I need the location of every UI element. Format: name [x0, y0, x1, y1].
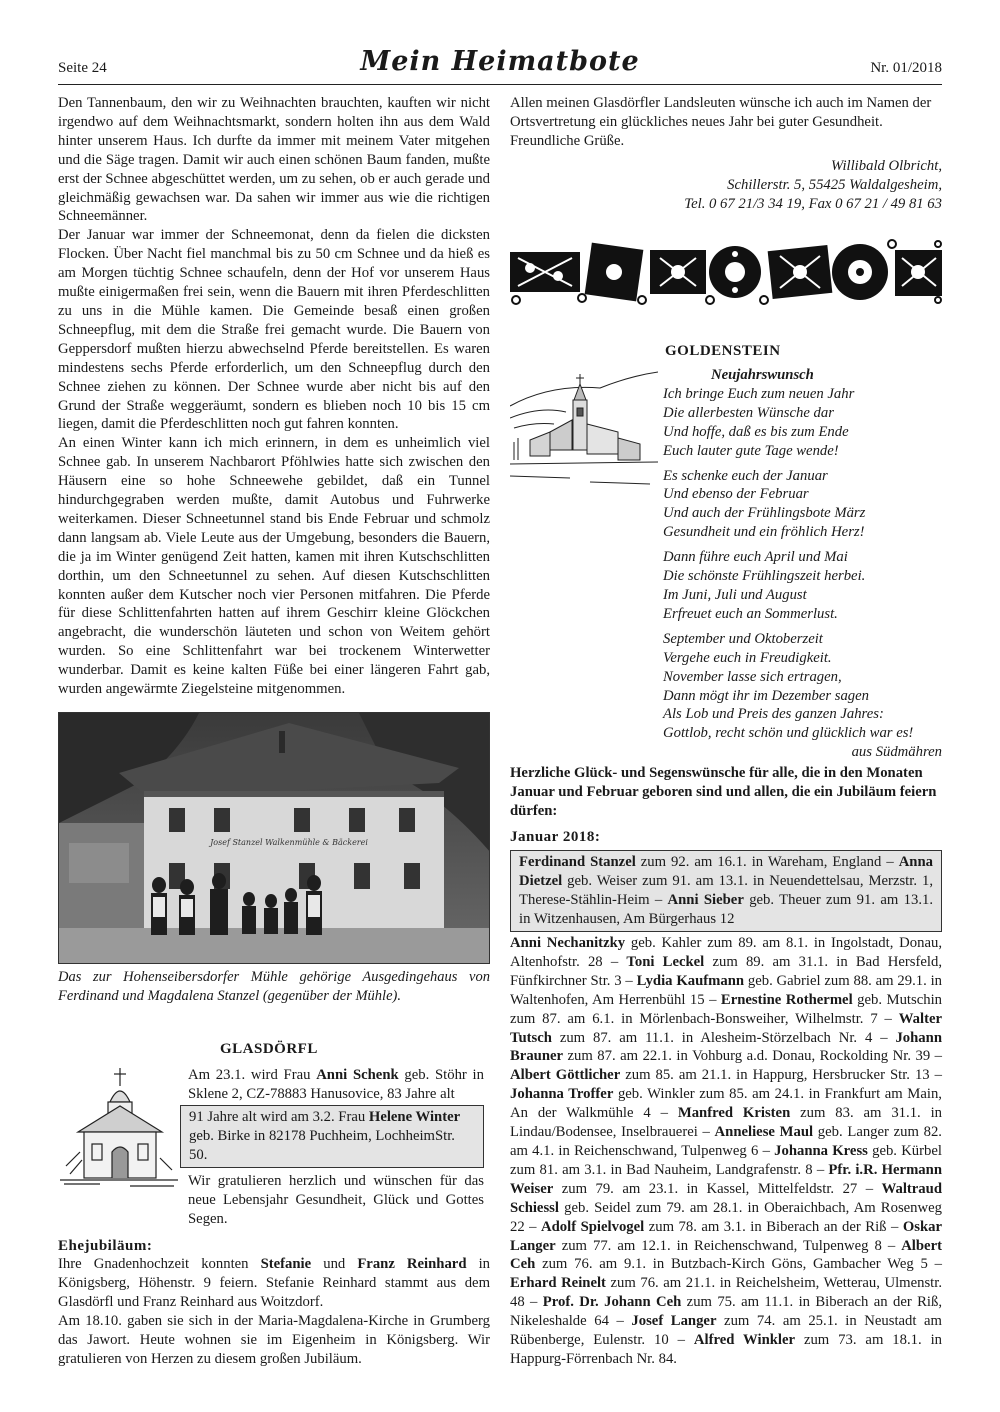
glasdoerfl-wishes: Wir gratulieren herzlich und wünschen für das neue Lebensjahr Gesundheit, Glück und Gottes Segen.: [188, 1173, 484, 1227]
greeting-section: [510, 94, 942, 213]
page-header: [58, 44, 942, 85]
article-paragraph: Der Januar war immer der Schneemonat, denn da fielen die dicksten Flocken. Über Nacht fiel manchmal bis zu 50 cm Schnee und da hieß es am Morgen tüchtig Schnee schaufeln, denn der Hof vor unserem Haus mußte einigermaßen frei sein, wenn die Bauern mit ihren Pferdeschlitten zu uns in die Mühle kamen. Die Gemeinde besaß einen großen Schneepflug, mit dem die Straße frei gemacht wurde. Die Bauern von Geppersdorf mußten hierzu abwechselnd Pferde bereitstellen. Es waren mindestens sechs Pferde erforderlich, um den Schneepflug durch den Schnee ziehen zu können. Der Schnee wurde aber nicht bis auf den Grund der Straße weggeräumt, sondern es blieben noch 10 bis 15 cm liegen, damit die Pferdeschlitten noch gut fahren konnten.: [58, 227, 490, 433]
signature-line: Willibald Olbricht,: [831, 157, 942, 174]
snowflake-ornament: [510, 238, 942, 306]
anniversary-paragraph: Am 18.10. gaben sie sich in der Maria-Magdalena-Kirche in Grumberg das Jawort. Heute wohnen sie im Eigenheim in Königsberg. Wir gratulieren von Herzen zu diesem großen Jubiläum.: [58, 1312, 490, 1367]
house-photo: [58, 712, 490, 964]
entry-text: Am 23.1. wird Frau: [188, 1067, 317, 1083]
chapel-icon: [60, 1066, 178, 1190]
masthead-logo: Mein Heimatbote: [360, 46, 640, 77]
house-photo-illustration: [59, 713, 490, 964]
anniversary-heading: Ehejubiläum:: [58, 1238, 153, 1254]
section-heading: GLASDÖRFL: [220, 1041, 318, 1057]
page-number: Seite 24: [58, 60, 107, 76]
section-heading: GOLDENSTEIN: [665, 343, 781, 359]
church-icon: [510, 366, 658, 490]
new-year-poem: [663, 366, 942, 762]
photo-caption: Das zur Hohenseibersdorfer Mühle gehörige Ausgedingehaus von Ferdinand und Magdalena Stanzel (gegenüber der Mühle).: [58, 969, 490, 1004]
poem-stanza: Es schenke euch der Januar Und ebenso der Februar Und auch der Frühlingsbote März Gesundheit und ein fröhlich Herz!: [663, 467, 866, 541]
anniversary-section: [58, 1238, 490, 1368]
person-name: Helene Winter: [368, 1109, 461, 1125]
signature-line: Tel. 0 67 21/3 34 19, Fax 0 67 21 / 49 81 63: [684, 195, 942, 212]
entry-text: 91 Jahre alt wird am 3.2. Frau: [189, 1109, 369, 1125]
greeting-text: Allen meinen Glasdörfler Landsleuten wünsche ich auch im Namen der Ortsvertretung ein glückliches neues Jahr bei guter Gesundheit. Freundliche Grüße.: [510, 95, 932, 149]
anniversary-paragraph: Ihre Gnadenhochzeit konnten Stefanie und Franz Reinhard in Königsberg, Höhenstr. 9 feiern. Stefanie Reinhard stammt aus dem Glasdörfl und Franz Reinhard aus Woitzdorf.: [58, 1256, 490, 1310]
birthday-box-january: Ferdinand Stanzel zum 92. am 16.1. in Wareham, England – Anna Dietzel geb. Weiser zum 91. am 13.1. in Neuendettelsau, Merzstr. 1, Therese-Stählin-Heim – Anni Sieber geb. Theuer zum 91. am 13.1. in Witzenhausen, Am Bürgerhaus 12: [510, 850, 942, 932]
entry-text: geb. Stöhr in Sklene 2, CZ-78883 Hanusovice, 83 Jahre alt: [188, 1067, 484, 1102]
poem-title: Neujahrswunsch: [711, 367, 814, 383]
person-name: Anni Schenk: [316, 1067, 399, 1083]
article-paragraph: An einen Winter kann ich mich erinnern, in dem es unheimlich viel Schnee gab. In unserem Nachbarort Pföhlwies hatte sich zwischen den Häusern eine so hohe Schneewehe gebildet, daß ein Tunnel hindurchgegraben werden mußte, damit Autobus und Fuhrwerke weiterkamen. Dieser Schneetunnel stand bis Ende Februar und schmolz dann langsam ab. Viele Leute aus der Umgebung, besonders die Bauern, die ja im Winter genügend Zeit hatten, kamen mit ihren Kutschschlitten dorthin, um den Schneetunnel zu sehen. Auf diesen Kutschschlitten konnten außer dem Kutscher noch vier Personen mitfahren. Die Pferde für diese Schlittenfahrten hatten auf ihrem Geschirr kleine Glöckchen angebracht, die wunderschön läuteten und schon von Weitem gehört wurden. So eine Schlittenfahrt war bei trockenem Winterwetter wunderbar. Damit es keine kalten Füße bei einer längeren Fahrt gab, wurden angewärmte Ziegelsteine mitgenommen.: [58, 435, 490, 698]
poem-stanza: Dann führe euch April und Mai Die schönste Frühlingszeit herbei. Im Juni, Juli und August Erfreuet euch an Sommerlust.: [663, 549, 866, 622]
birthday-box-glasdoerfl: [180, 1105, 484, 1168]
month-heading: Januar 2018:: [510, 828, 601, 845]
poem-stanza: September und Oktoberzeit Vergehe euch in Freudigkeit. November lasse sich ertragen, Dann mögt ihr im Dezember sagen Als Lob und Preis des ganzen Jahres: Gottlob, recht schön und glücklich war es!: [663, 630, 914, 742]
birthday-section: [510, 764, 942, 846]
entry-text: geb. Birke in 82178 Puchheim, LochheimStr. 50.: [189, 1127, 455, 1163]
glasdoerfl-heading: [220, 1040, 480, 1058]
signature-line: Schillerstr. 5, 55425 Waldalgesheim,: [727, 176, 942, 193]
snowflake-icons: [510, 238, 942, 306]
left-article: [58, 94, 490, 699]
goldenstein-heading: [665, 342, 885, 360]
birthday-list: Anni Nechanitzky geb. Kahler zum 89. am 8.1. in Ingolstadt, Donau, Altenhofstr. 28 – Toni Leckel zum 89. am 31.1. in Bad Hersfeld, Fünfkirchner Str. 3 – Lydia Kaufmann geb. Gabriel zum 88. am 29.1. in Waltenhofen, Am Herrenbühl 15 – Ernestine Rothermel geb. Mutschin zum 87. am 6.1. in Mörlenbach-Bonsweiher, Wilhelmstr. 7 – Walter Tutsch zum 87. am 11.1. in Alesheim-Störzelbach Nr. 4 – Johann Brauner zum 87. am 22.1. in Vohburg a.d. Donau, Rockolding Nr. 39 – Albert Göttlicher zum 85. am 21.1. in Happurg, Hersbrucker Str. 13 – Johanna Troffer geb. Winkler zum 85. am 24.1. in Frankfurt am Main, An der Walkmühle 4 – Manfred Kristen zum 83. am 31.1. in Lindau/Bodensee, Inselbrauerei – Anneliese Maul geb. Langer zum 82. am 4.1. in Reichenschwand, Tulpenweg 6 – Johanna Kress geb. Kürbel zum 81. am 3.1. in Bad Nauheim, Landgrafenstr. 8 – Pfr. i.R. Hermann Weiser zum 79. am 23.1. in Kassel, Mittelfeldstr. 27 – Waltraud Schiessl geb. Seidel zum 79. am 28.1. in Oberaichbach, Am Rosenweg 22 – Adolf Spielvogel zum 78. am 3.1. in Biberach an der Riß – Oskar Langer zum 77. am 12.1. in Reichenschwand, Tulpenweg 8 – Albert Ceh zum 76. am 9.1. in Butzbach-Kirch Göns, Gambacher Weg 5 – Erhard Reinelt zum 76. am 21.1. in Reichelsheim, Wetterau, Ulmenstr. 48 – Prof. Dr. Johann Ceh zum 75. am 11.1. in Biberach an der Riß, Nikeleshalde 64 – Josef Langer zum 74. am 25.1. in Neustadt am Rübenberge, Eulenstr. 10 – Alfred Winkler zum 73. am 18.1. in Happurg-Förrenbach Nr. 84.: [510, 935, 943, 1367]
poem-stanza: Ich bringe Euch zum neuen Jahr Die allerbesten Wünsche dar Und hoffe, daß es bis zum Ende Euch lauter gute Tage wende!: [663, 385, 855, 459]
house-sign-text: Josef Stanzel Walkenmühle & Bäckerei: [210, 838, 368, 847]
issue-number: Nr. 01/2018: [870, 60, 942, 76]
chapel-illustration: [60, 1066, 178, 1190]
glasdoerfl-entry: [188, 1066, 484, 1104]
birthday-intro: Herzliche Glück- und Segenswünsche für alle, die in den Monaten Januar und Februar geboren sind und allen, die ein Jubiläum feiern dürfen:: [510, 765, 937, 819]
poem-source: aus Südmähren: [851, 744, 942, 761]
church-illustration: [510, 366, 658, 490]
article-paragraph: Den Tannenbaum, den wir zu Weihnachten brauchten, kauften wir nicht irgendwo auf dem Weihnachtsmarkt, sondern holten ihn aus dem Wald hinter unserem Haus. Ich durfte da immer mit meinem Vater mitgehen und die Säge tragen. Damit wir auch einen schönen Baum fanden, mußte erst der Schnee abgeschüttet werden, um zu sehen, ob er auch gerade und gleichmäßig gewachsen war. Da sahen wir immer aus wie die richtigen Schneemänner.: [58, 95, 490, 225]
